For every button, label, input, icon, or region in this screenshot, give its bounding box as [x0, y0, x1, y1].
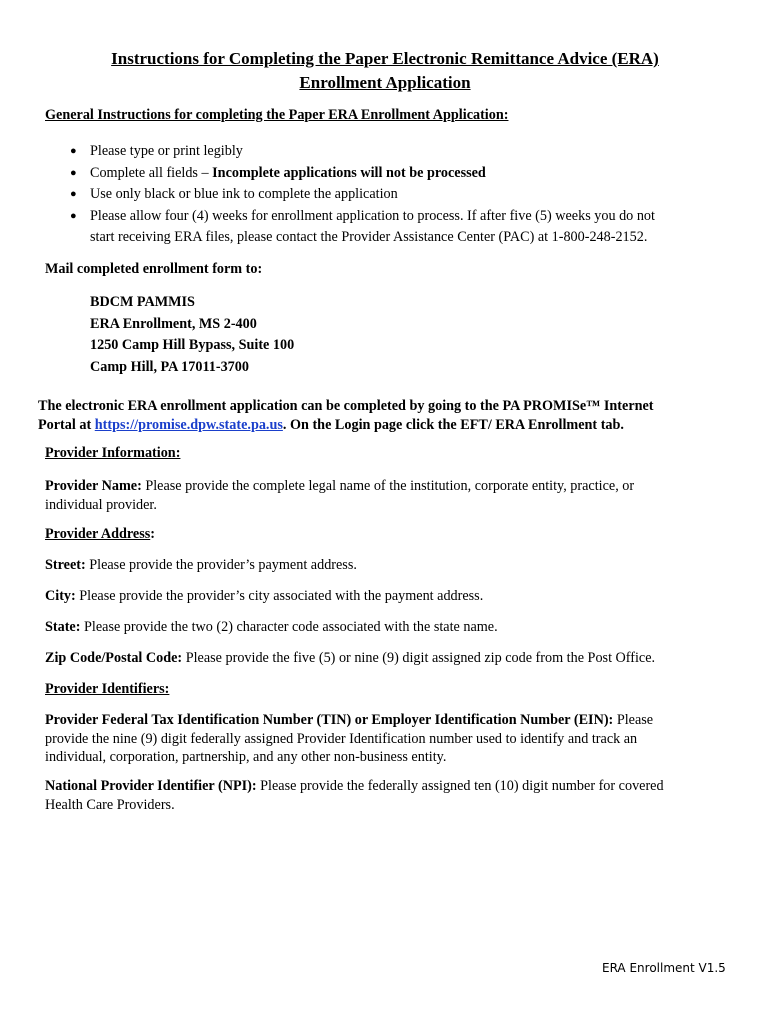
list-item	[70, 141, 710, 163]
npi-label: National Provider Identifier (NPI):	[45, 778, 257, 794]
page-footer: ERA Enrollment V1.5	[602, 961, 726, 975]
provider-address-colon: :	[150, 526, 155, 542]
bullet-icon: ●	[70, 145, 77, 157]
city-paragraph	[45, 588, 483, 605]
title-line-1: Instructions for Completing the Paper Electronic Remittance Advice (ERA)	[111, 49, 659, 68]
street-paragraph	[45, 557, 357, 574]
zip-label: Zip Code/Postal Code:	[45, 650, 183, 666]
electronic-line-2-post: . On the Login page click the EFT/ ERA Enrollment tab.	[282, 416, 624, 433]
zip-text: Please provide the five (5) or nine (9) digit assigned zip code from the Post Office.	[182, 650, 656, 666]
general-instructions-list	[70, 141, 710, 249]
provider-information-heading: Provider Information:	[45, 445, 181, 461]
street-text: Please provide the provider’s payment address.	[85, 557, 357, 573]
tin-text-line-3: individual, corporation, partnership, and any other non-business entity.	[45, 749, 447, 765]
bullet-text: Please type or print legibly	[90, 143, 243, 159]
provider-name-paragraph	[45, 477, 735, 514]
npi-text: Please provide the federally assigned ten (10) digit number for covered	[256, 778, 664, 794]
title-line-2: Enrollment Application	[299, 73, 471, 92]
address-line-3: 1250 Camp Hill Bypass, Suite 100	[90, 337, 295, 353]
state-paragraph	[45, 619, 498, 636]
bullet-icon: ●	[70, 166, 77, 179]
mailing-address	[90, 292, 294, 378]
mail-heading: Mail completed enrollment form to:	[45, 261, 263, 277]
general-instructions-heading: General Instructions for completing the Paper ERA Enrollment Application:	[45, 107, 509, 123]
street-label: Street:	[45, 557, 86, 573]
electronic-enrollment-note	[38, 397, 748, 434]
bullet-text-bold: Incomplete applications will not be processed	[212, 164, 486, 181]
bullet-icon: ●	[70, 188, 77, 200]
bullet-text: Use only black or blue ink to complete the application	[90, 186, 398, 202]
bullet-icon: ●	[70, 209, 77, 222]
npi-paragraph	[45, 777, 735, 814]
provider-name-text-continued: individual provider.	[45, 496, 157, 513]
tin-text-line-2: provide the nine (9) digit federally assigned Provider Identification number used to identify and track an	[45, 730, 638, 747]
provider-name-text: Please provide the complete legal name of the institution, corporate entity, practice, or	[141, 478, 635, 494]
state-text: Please provide the two (2) character code associated with the state name.	[80, 619, 498, 635]
list-item	[70, 184, 710, 206]
list-item	[70, 206, 710, 249]
promise-portal-link[interactable]: https://promise.dpw.state.pa.us	[94, 416, 283, 433]
provider-address-heading-text: Provider Address	[45, 526, 151, 542]
bullet-text: Complete all fields –	[90, 164, 213, 181]
city-text: Please provide the provider’s city associated with the payment address.	[75, 588, 484, 604]
address-line-1: BDCM PAMMIS	[90, 294, 195, 310]
npi-text-continued: Health Care Providers.	[45, 796, 175, 813]
state-label: State:	[45, 619, 81, 635]
electronic-line-2-pre: Portal at	[38, 416, 95, 433]
zip-paragraph	[45, 650, 655, 667]
address-line-4: Camp Hill, PA 17011-3700	[90, 358, 249, 375]
city-label: City:	[45, 588, 76, 604]
bullet-text-continued: start receiving ERA files, please contact the Provider Assistance Center (PAC) at 1-800-248-2152.	[90, 229, 648, 245]
provider-address-heading	[45, 526, 155, 543]
list-item	[70, 163, 710, 185]
address-line-2: ERA Enrollment, MS 2-400	[90, 315, 257, 332]
electronic-line-1: The electronic ERA enrollment application can be completed by going to the PA PROMISe™ Internet	[38, 398, 654, 414]
provider-name-label: Provider Name:	[45, 478, 142, 494]
provider-identifiers-heading: Provider Identifiers:	[45, 681, 170, 697]
bullet-text: Please allow four (4) weeks for enrollment application to process. If after five (5) weeks you do not	[90, 207, 655, 224]
tin-label: Provider Federal Tax Identification Number (TIN) or Employer Identification Number (EIN):	[45, 712, 614, 728]
tin-paragraph	[45, 711, 745, 767]
tin-text: Please	[613, 712, 654, 728]
